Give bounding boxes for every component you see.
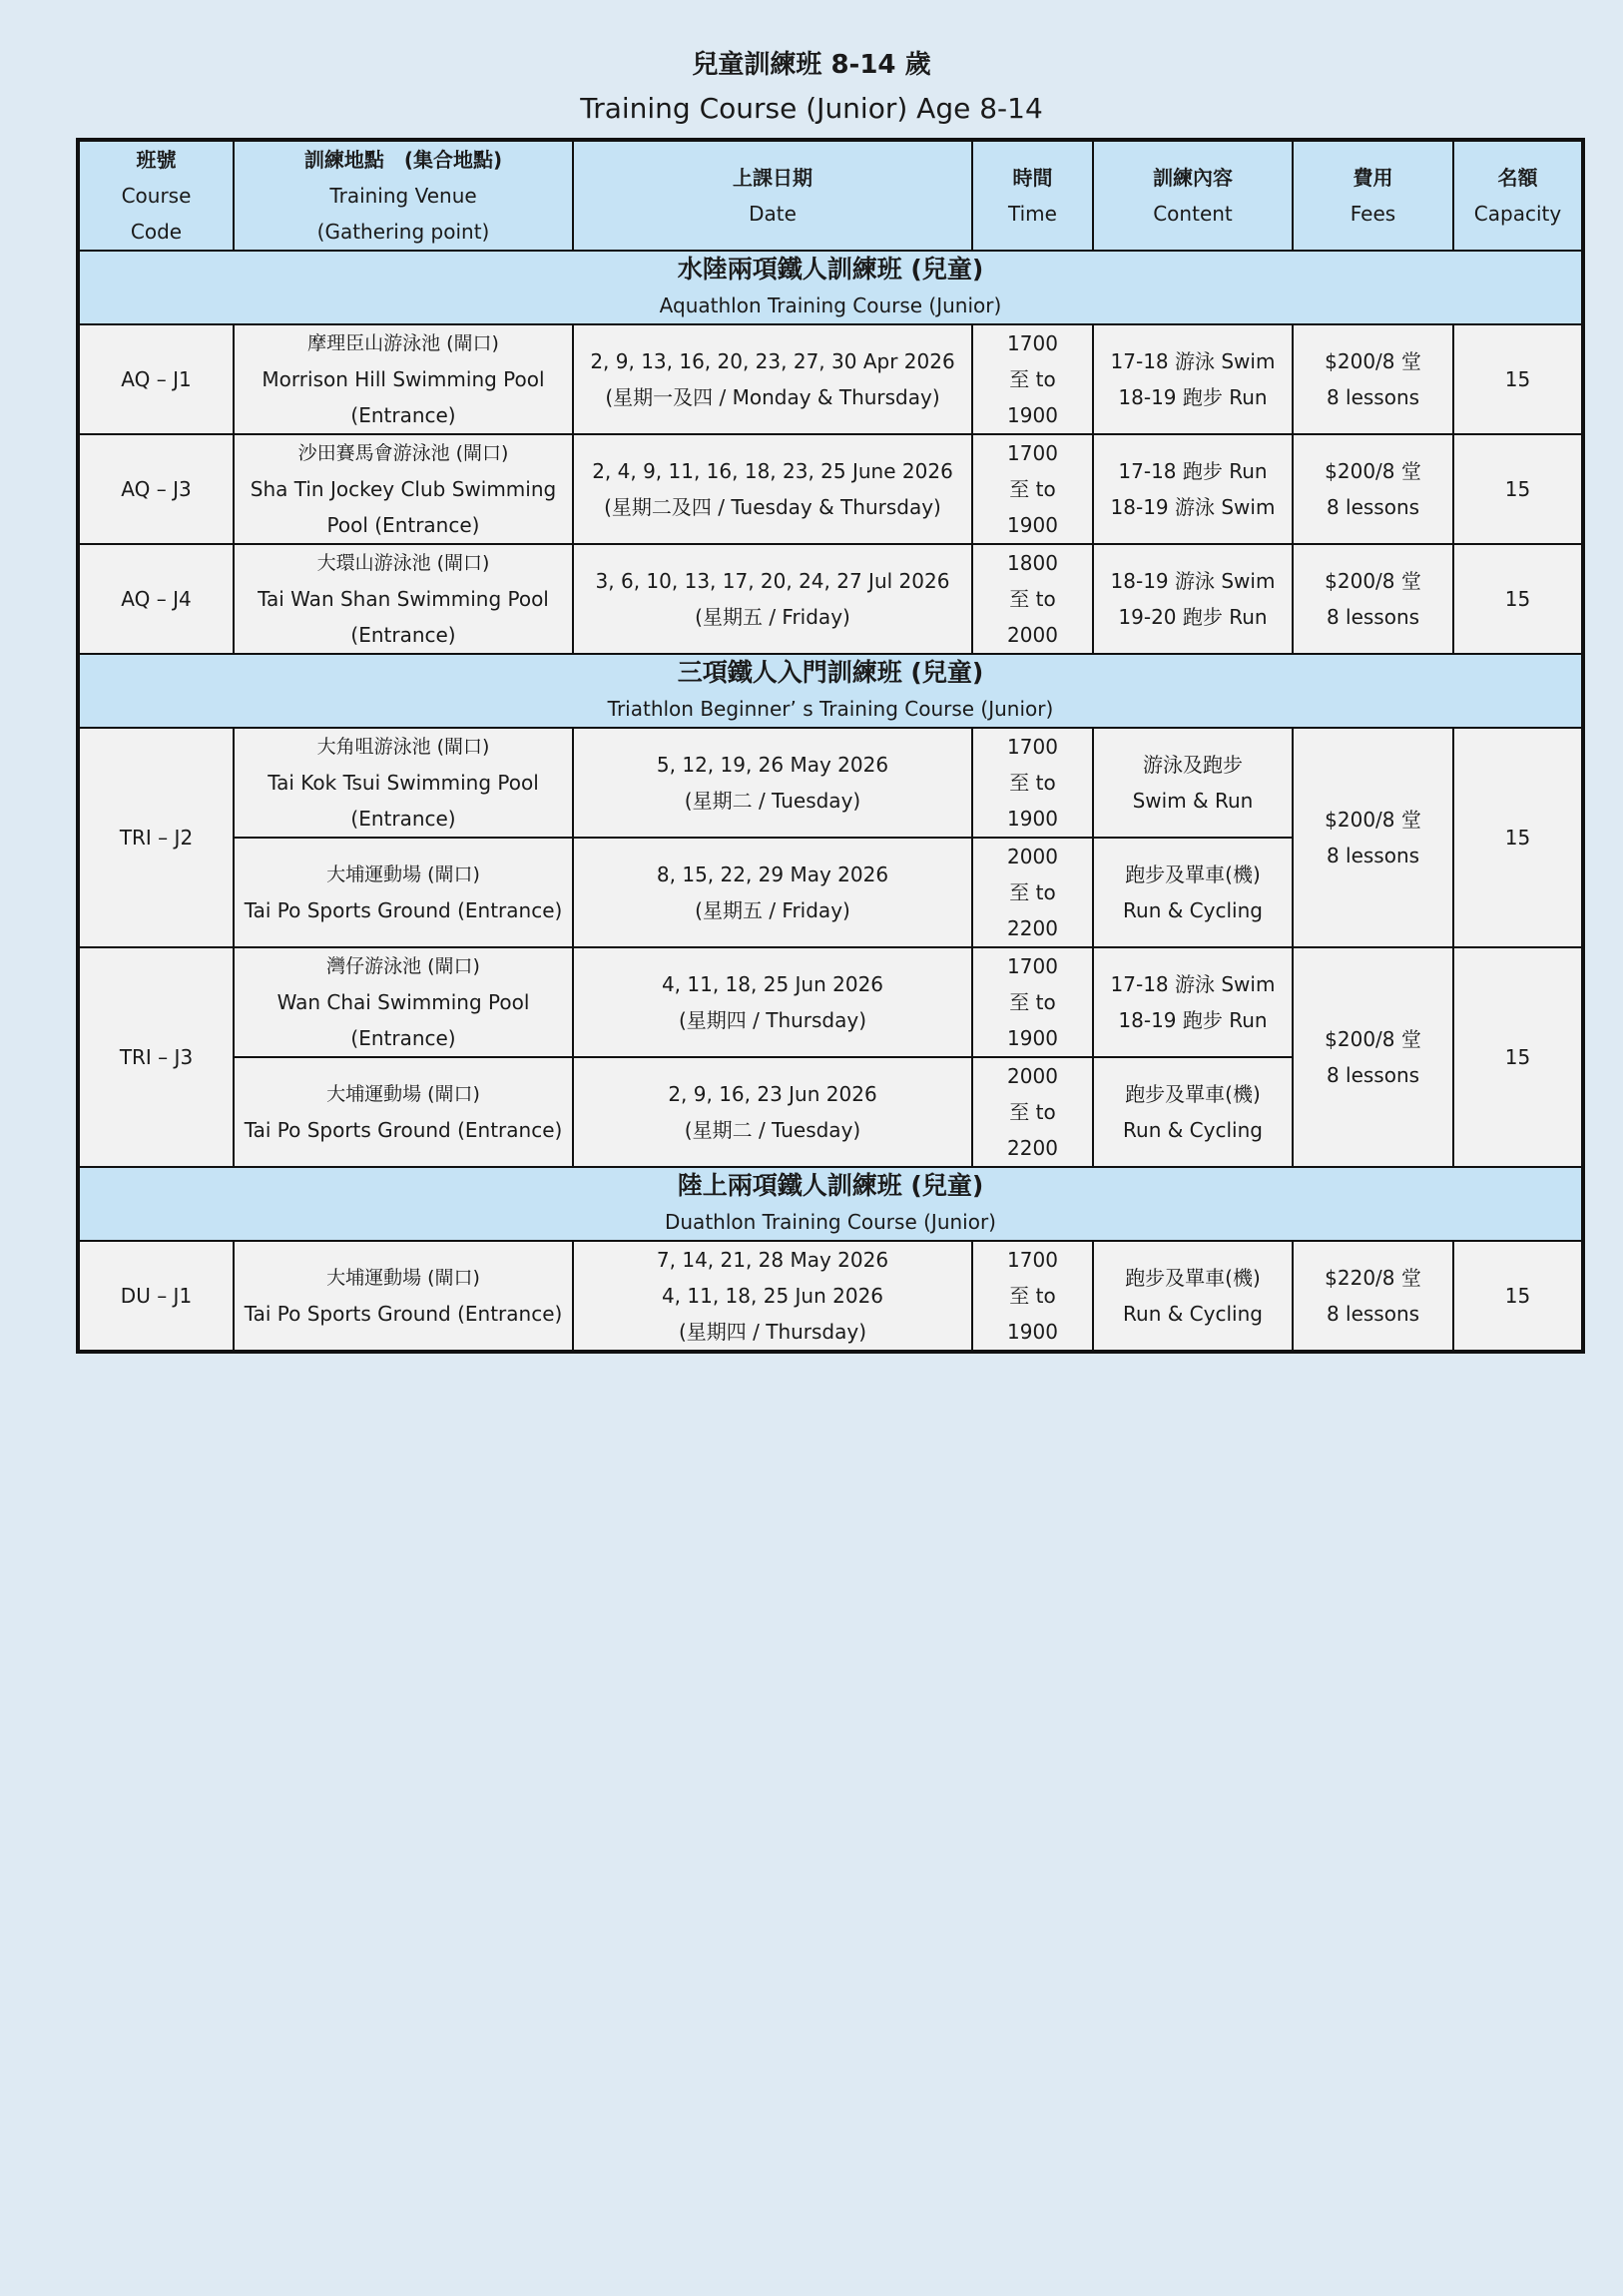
date-cell: 2, 4, 9, 11, 16, 18, 23, 25 June 2026 (星期二及四 / Tuesday & Thursday) <box>573 434 972 544</box>
table-row <box>78 544 1583 654</box>
fees-cell: $200/8 堂 8 lessons <box>1293 544 1453 654</box>
content-cell: 跑步及單車(機) Run & Cycling <box>1093 1241 1293 1352</box>
section-header-triathlon <box>78 654 1583 728</box>
time-cell: 2000 至 to 2200 <box>972 1057 1093 1167</box>
venue-cell: 大埔運動場 (閘口) Tai Po Sports Ground (Entrance) <box>234 838 573 947</box>
date-cell: 2, 9, 16, 23 Jun 2026 (星期二 / Tuesday) <box>573 1057 972 1167</box>
date-cell: 2, 9, 13, 16, 20, 23, 27, 30 Apr 2026 (星期一及四 / Monday & Thursday) <box>573 324 972 434</box>
venue-cell: 灣仔游泳池 (閘口) Wan Chai Swimming Pool (Entrance) <box>234 947 573 1057</box>
capacity-cell: 15 <box>1453 434 1583 544</box>
content-cell: 跑步及單車(機) Run & Cycling <box>1093 838 1293 947</box>
header-course-code: 班號 Course Code <box>78 140 234 251</box>
course-code: AQ – J4 <box>78 544 234 654</box>
course-code: AQ – J1 <box>78 324 234 434</box>
content-cell: 18-19 游泳 Swim 19-20 跑步 Run <box>1093 544 1293 654</box>
section-header-aquathlon <box>78 251 1583 324</box>
content-cell: 17-18 游泳 Swim 18-19 跑步 Run <box>1093 947 1293 1057</box>
capacity-cell: 15 <box>1453 728 1583 947</box>
table-row <box>78 947 1583 1057</box>
header-training-venue: 訓練地點 (集合地點) Training Venue (Gathering point) <box>234 140 573 251</box>
content-cell: 17-18 跑步 Run 18-19 游泳 Swim <box>1093 434 1293 544</box>
table-row <box>78 434 1583 544</box>
table-header-row <box>78 140 1583 251</box>
venue-cell: 大埔運動場 (閘口) Tai Po Sports Ground (Entrance) <box>234 1241 573 1352</box>
venue-cell: 大環山游泳池 (閘口) Tai Wan Shan Swimming Pool (Entrance) <box>234 544 573 654</box>
date-cell: 4, 11, 18, 25 Jun 2026 (星期四 / Thursday) <box>573 947 972 1057</box>
course-code: DU – J1 <box>78 1241 234 1352</box>
date-cell: 7, 14, 21, 28 May 2026 4, 11, 18, 25 Jun 2026 (星期四 / Thursday) <box>573 1241 972 1352</box>
capacity-cell: 15 <box>1453 1241 1583 1352</box>
section-title: 陸上兩項鐵人訓練班 (兒童) Duathlon Training Course (Junior) <box>78 1167 1583 1241</box>
time-cell: 1700 至 to 1900 <box>972 947 1093 1057</box>
header-content: 訓練內容 Content <box>1093 140 1293 251</box>
capacity-cell: 15 <box>1453 544 1583 654</box>
venue-cell: 沙田賽馬會游泳池 (閘口) Sha Tin Jockey Club Swimming Pool (Entrance) <box>234 434 573 544</box>
fees-cell: $200/8 堂 8 lessons <box>1293 728 1453 947</box>
time-cell: 1700 至 to 1900 <box>972 324 1093 434</box>
time-cell: 2000 至 to 2200 <box>972 838 1093 947</box>
header-fees: 費用 Fees <box>1293 140 1453 251</box>
table-row <box>78 324 1583 434</box>
fees-cell: $200/8 堂 8 lessons <box>1293 324 1453 434</box>
capacity-cell: 15 <box>1453 324 1583 434</box>
capacity-cell: 15 <box>1453 947 1583 1167</box>
venue-cell: 大埔運動場 (閘口) Tai Po Sports Ground (Entrance) <box>234 1057 573 1167</box>
table-row <box>78 728 1583 838</box>
time-cell: 1800 至 to 2000 <box>972 544 1093 654</box>
content-cell: 跑步及單車(機) Run & Cycling <box>1093 1057 1293 1167</box>
date-cell: 8, 15, 22, 29 May 2026 (星期五 / Friday) <box>573 838 972 947</box>
content-cell: 游泳及跑步 Swim & Run <box>1093 728 1293 838</box>
course-code: TRI – J2 <box>78 728 234 947</box>
training-schedule-table <box>76 138 1585 1354</box>
header-time: 時間 Time <box>972 140 1093 251</box>
date-cell: 3, 6, 10, 13, 17, 20, 24, 27 Jul 2026 (星期五 / Friday) <box>573 544 972 654</box>
header-date: 上課日期 Date <box>573 140 972 251</box>
venue-cell: 大角咀游泳池 (閘口) Tai Kok Tsui Swimming Pool (Entrance) <box>234 728 573 838</box>
venue-cell: 摩理臣山游泳池 (閘口) Morrison Hill Swimming Pool (Entrance) <box>234 324 573 434</box>
course-code: TRI – J3 <box>78 947 234 1167</box>
content-cell: 17-18 游泳 Swim 18-19 跑步 Run <box>1093 324 1293 434</box>
fees-cell: $220/8 堂 8 lessons <box>1293 1241 1453 1352</box>
fees-cell: $200/8 堂 8 lessons <box>1293 434 1453 544</box>
table-row <box>78 1241 1583 1352</box>
page-title-chinese: 兒童訓練班 8-14 歲 <box>692 50 931 80</box>
header-capacity: 名額 Capacity <box>1453 140 1583 251</box>
fees-cell: $200/8 堂 8 lessons <box>1293 947 1453 1167</box>
time-cell: 1700 至 to 1900 <box>972 728 1093 838</box>
time-cell: 1700 至 to 1900 <box>972 434 1093 544</box>
date-cell: 5, 12, 19, 26 May 2026 (星期二 / Tuesday) <box>573 728 972 838</box>
page-title-english: Training Course (Junior) Age 8-14 <box>580 92 1043 125</box>
section-header-duathlon <box>78 1167 1583 1241</box>
section-title: 三項鐵人入門訓練班 (兒童) Triathlon Beginner’ s Training Course (Junior) <box>78 654 1583 728</box>
course-code: AQ – J3 <box>78 434 234 544</box>
section-title: 水陸兩項鐵人訓練班 (兒童) Aquathlon Training Course (Junior) <box>78 251 1583 324</box>
time-cell: 1700 至 to 1900 <box>972 1241 1093 1352</box>
